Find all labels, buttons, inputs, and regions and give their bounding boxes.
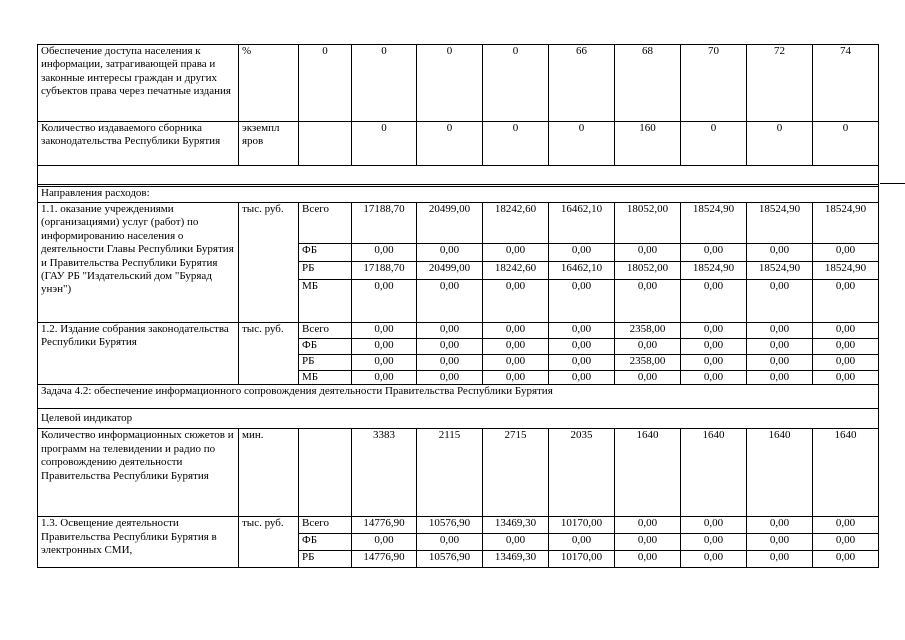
cell: 0,00 — [549, 355, 615, 371]
cell: 0,00 — [352, 371, 417, 385]
cell: 18524,90 — [747, 203, 813, 244]
cell: 0,00 — [483, 534, 549, 551]
cell: 17188,70 — [352, 203, 417, 244]
cell: 18242,60 — [483, 262, 549, 280]
table-row — [38, 203, 879, 244]
cell: 0,00 — [813, 355, 879, 371]
row-name: Количество издаваемого сборника законодательства Республики Бурятия — [38, 122, 239, 166]
cell: 0,00 — [681, 355, 747, 371]
row-name: Количество информационных сюжетов и программ на телевидении и радио по сопровождению деятельности Правительства Республики Бурятия — [38, 429, 239, 517]
cell: 18524,90 — [681, 203, 747, 244]
cell: 0,00 — [352, 339, 417, 355]
cell: 2358,00 — [615, 323, 681, 339]
fund-type: МБ — [299, 280, 352, 323]
cell: 0,00 — [747, 371, 813, 385]
cell: 20499,00 — [417, 203, 483, 244]
cell: 10170,00 — [549, 517, 615, 534]
cell: 0,00 — [747, 551, 813, 568]
cell: 20499,00 — [417, 262, 483, 280]
fund-type: РБ — [299, 262, 352, 280]
cell: 1640 — [747, 429, 813, 517]
cell: 0,00 — [615, 517, 681, 534]
cell: 2115 — [417, 429, 483, 517]
cell — [299, 429, 352, 517]
cell: 0,00 — [813, 244, 879, 262]
fund-type: Всего — [299, 517, 352, 534]
cell: 0,00 — [549, 280, 615, 323]
cell: 0,00 — [747, 534, 813, 551]
cell: 0,00 — [417, 371, 483, 385]
table-row — [38, 429, 879, 517]
cell: 0,00 — [747, 355, 813, 371]
cell: 0,00 — [615, 244, 681, 262]
cell: 0,00 — [352, 280, 417, 323]
fund-type: Всего — [299, 323, 352, 339]
cell: 68 — [615, 45, 681, 122]
cell: 0,00 — [681, 371, 747, 385]
cell: 0,00 — [352, 355, 417, 371]
cell: 18052,00 — [615, 203, 681, 244]
cell: 10576,90 — [417, 517, 483, 534]
task-heading: Задача 4.2: обеспечение информационного сопровождения деятельности Правительства Республики Бурятия — [38, 385, 879, 409]
cell: 0 — [681, 122, 747, 166]
table-row — [38, 517, 879, 534]
cell: 0,00 — [813, 280, 879, 323]
fund-type: МБ — [299, 371, 352, 385]
section-heading: Направления расходов: — [38, 187, 879, 203]
cell: 18524,90 — [813, 262, 879, 280]
cell: 18052,00 — [615, 262, 681, 280]
cell: 14776,90 — [352, 517, 417, 534]
cell: 0,00 — [681, 517, 747, 534]
cell: 66 — [549, 45, 615, 122]
cell: 0,00 — [813, 371, 879, 385]
cell: 18524,90 — [813, 203, 879, 244]
cell: 0,00 — [352, 534, 417, 551]
cell: 0,00 — [549, 534, 615, 551]
row-unit: тыс. руб. — [239, 517, 299, 568]
cell: 0 — [483, 45, 549, 122]
target-heading: Целевой индикатор — [38, 409, 879, 429]
cell: 0,00 — [483, 371, 549, 385]
cell: 0,00 — [417, 339, 483, 355]
cell: 0,00 — [549, 323, 615, 339]
cell: 14776,90 — [352, 551, 417, 568]
cell: 0,00 — [813, 339, 879, 355]
cell: 10576,90 — [417, 551, 483, 568]
cell: 0,00 — [483, 244, 549, 262]
cell: 0 — [417, 45, 483, 122]
cell: 0,00 — [615, 339, 681, 355]
section-row — [38, 385, 879, 409]
cell: 2358,00 — [615, 355, 681, 371]
cell: 0,00 — [813, 551, 879, 568]
cell: 1640 — [681, 429, 747, 517]
cell: 0 — [352, 122, 417, 166]
fund-type: Всего — [299, 203, 352, 244]
fund-type: ФБ — [299, 534, 352, 551]
cell: 0,00 — [483, 280, 549, 323]
row-unit: экземпл яров — [239, 122, 299, 166]
cell: 0,00 — [483, 323, 549, 339]
cell: 18524,90 — [747, 262, 813, 280]
cell: 0 — [747, 122, 813, 166]
table-row — [38, 122, 879, 166]
fund-type: ФБ — [299, 339, 352, 355]
cell: 0,00 — [747, 517, 813, 534]
cell: 70 — [681, 45, 747, 122]
program-table — [37, 44, 879, 568]
cell: 0,00 — [615, 551, 681, 568]
cell: 16462,10 — [549, 203, 615, 244]
row-unit: тыс. руб. — [239, 203, 299, 323]
row-name: Обеспечение доступа населения к информации, затрагивающей права и законные интересы граждан и других субъектов права через печатные издания — [38, 45, 239, 122]
cell: 0,00 — [549, 371, 615, 385]
row-name: 1.1. оказание учреждениями (организациями) услуг (работ) по информированию населения о деятельности Главы Республики Бурятия и Правительства Республики Бурятия (ГАУ РБ "Издательский дом "Буряад унэн") — [38, 203, 239, 323]
cell: 0,00 — [483, 355, 549, 371]
cell: 72 — [747, 45, 813, 122]
cell: 0,00 — [417, 323, 483, 339]
cell: 1640 — [813, 429, 879, 517]
cell: 0,00 — [615, 371, 681, 385]
cell: 0,00 — [681, 280, 747, 323]
cell: 0,00 — [615, 534, 681, 551]
row-unit: тыс. руб. — [239, 323, 299, 385]
cell: 0,00 — [681, 339, 747, 355]
row-name: 1.2. Издание собрания законодательства Республики Бурятия — [38, 323, 239, 385]
cell: 0 — [299, 45, 352, 122]
cell: 0,00 — [813, 534, 879, 551]
table-row — [38, 166, 879, 185]
cell: 0,00 — [417, 355, 483, 371]
cell: 0 — [417, 122, 483, 166]
cell: 0,00 — [681, 244, 747, 262]
cell: 18242,60 — [483, 203, 549, 244]
cell: 2035 — [549, 429, 615, 517]
cell: 10170,00 — [549, 551, 615, 568]
cell: 0,00 — [681, 323, 747, 339]
cell: 0,00 — [483, 339, 549, 355]
cell: 0,00 — [681, 551, 747, 568]
cell: 2715 — [483, 429, 549, 517]
cell: 0,00 — [747, 323, 813, 339]
cell: 13469,30 — [483, 517, 549, 534]
cell: 0,00 — [615, 280, 681, 323]
cell: 0,00 — [813, 323, 879, 339]
cell: 160 — [615, 122, 681, 166]
cell: 17188,70 — [352, 262, 417, 280]
section-row — [38, 409, 879, 429]
table-row — [38, 323, 879, 339]
cell: 3383 — [352, 429, 417, 517]
cell: 1640 — [615, 429, 681, 517]
cell: 0,00 — [681, 534, 747, 551]
cell: 0,00 — [813, 517, 879, 534]
cell: 0,00 — [352, 323, 417, 339]
cell: 0,00 — [747, 244, 813, 262]
cell: 0 — [352, 45, 417, 122]
cell: 74 — [813, 45, 879, 122]
cell: 0 — [813, 122, 879, 166]
cell: 0,00 — [352, 244, 417, 262]
cell: 0,00 — [549, 244, 615, 262]
cell: 0,00 — [417, 534, 483, 551]
table-row — [38, 45, 879, 122]
cell: 0,00 — [747, 339, 813, 355]
fund-type: РБ — [299, 355, 352, 371]
cell — [299, 122, 352, 166]
fund-type: ФБ — [299, 244, 352, 262]
section-row — [38, 187, 879, 203]
cell: 0 — [483, 122, 549, 166]
cell: 13469,30 — [483, 551, 549, 568]
cell: 0,00 — [747, 280, 813, 323]
row-unit: мин. — [239, 429, 299, 517]
cell: 0 — [549, 122, 615, 166]
cell: 0,00 — [549, 339, 615, 355]
cell: 16462,10 — [549, 262, 615, 280]
cell: 18524,90 — [681, 262, 747, 280]
cell: 0,00 — [417, 280, 483, 323]
table-edge-line — [880, 183, 905, 184]
fund-type: РБ — [299, 551, 352, 568]
spacer-cell — [38, 166, 879, 185]
cell: 0,00 — [417, 244, 483, 262]
row-name: 1.3. Освещение деятельности Правительства Республики Бурятия в электронных СМИ, — [38, 517, 239, 568]
row-unit: % — [239, 45, 299, 122]
